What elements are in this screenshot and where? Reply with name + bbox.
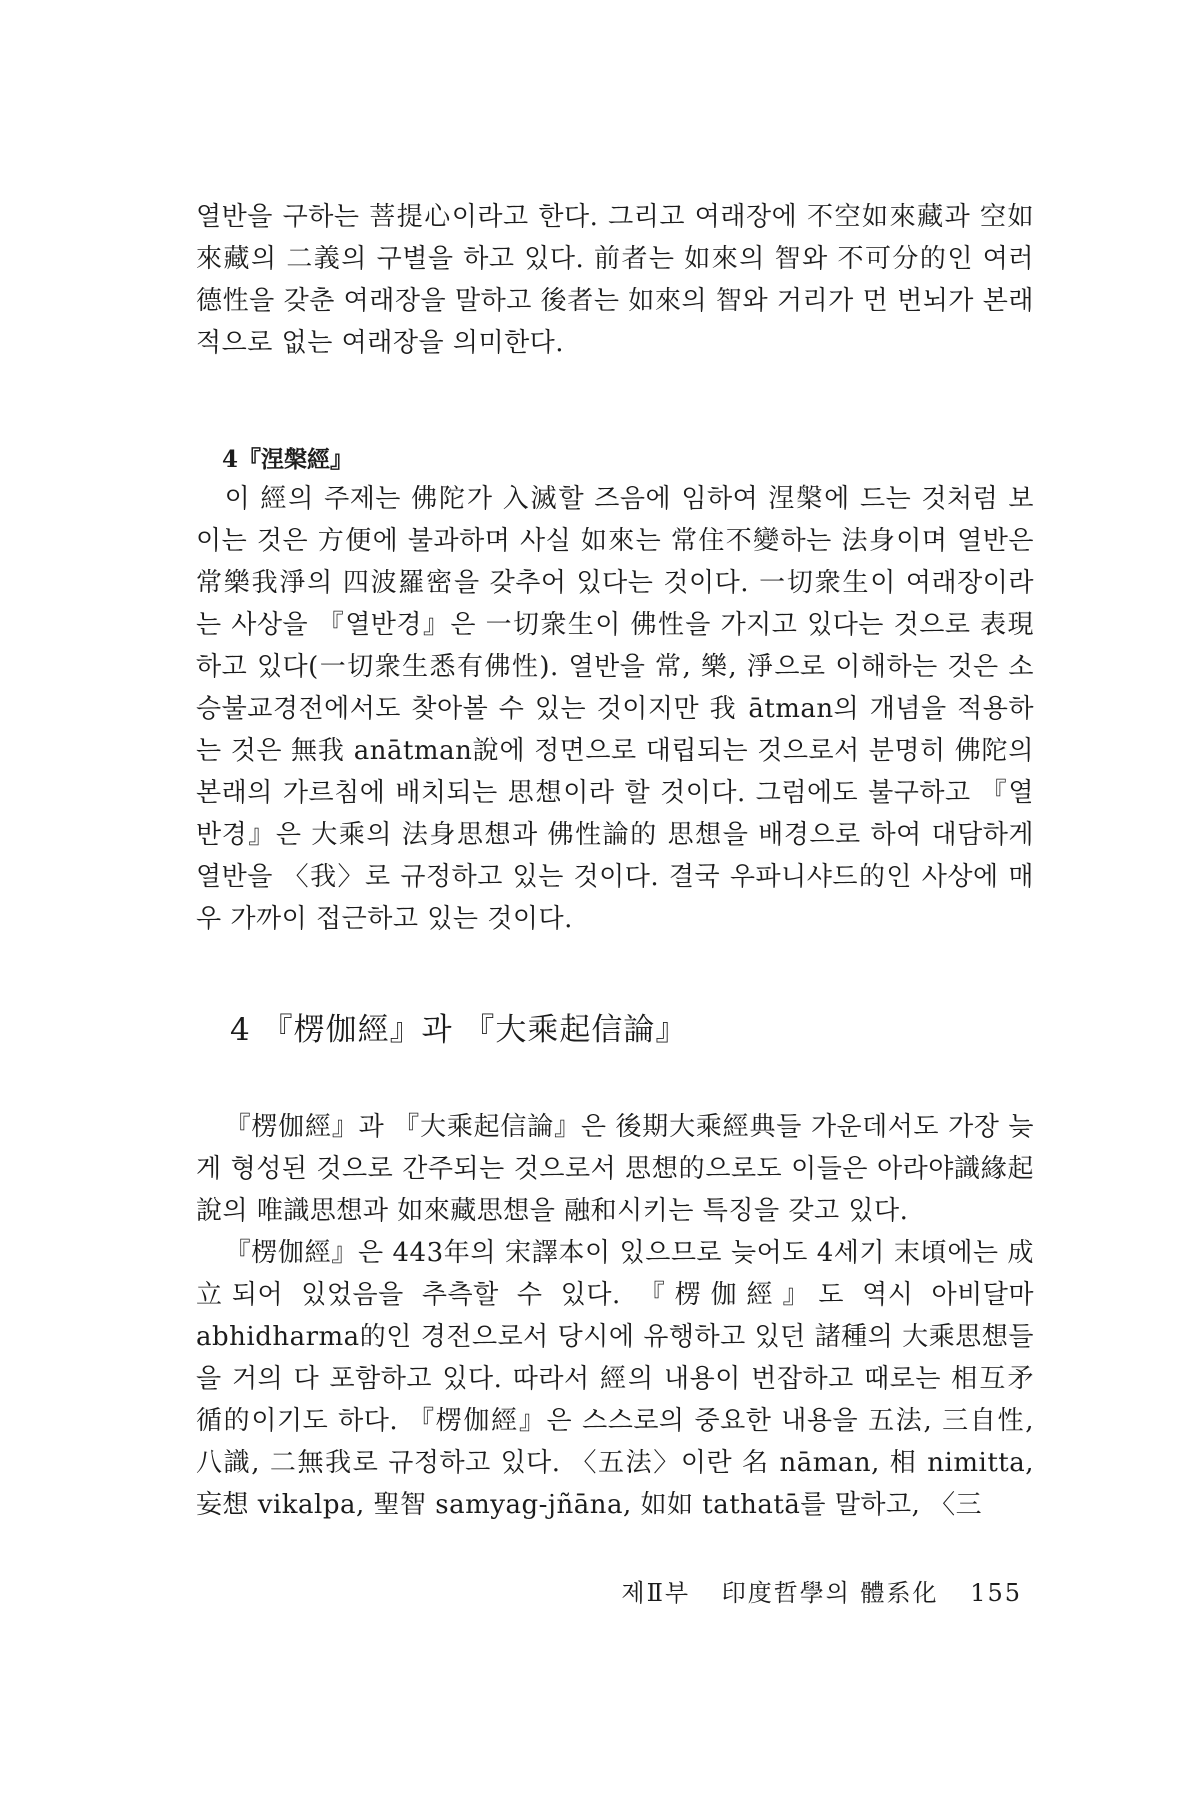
- subsection-text-block: [196, 478, 1034, 940]
- top-paragraph: 열반을 구하는 菩提心이라고 한다. 그리고 여래장에 不空如來藏과 空如來藏의 二義의 구별을 하고 있다. 前者는 如來의 智와 不可分的인 여러 德性을 갖춘 여래장을 말하고 後者는 如來의 智와 거리가 먼 번뇌가 본래적으로 없는 여래장을 의미한다.: [196, 202, 1034, 358]
- section-heading: 4 『楞伽經』과 『大乘起信論』: [230, 1012, 688, 1048]
- top-text-block: [196, 196, 1034, 364]
- subsection-paragraph: 이 經의 주제는 佛陀가 入滅할 즈음에 임하여 涅槃에 드는 것처럼 보이는 것은 方便에 불과하며 사실 如來는 常住不變하는 法身이며 열반은 常樂我淨의 四波羅密을 갖추어 있다는 것이다. 一切衆生이 여래장이라는 사상을 『열반경』은 一切衆生이 佛性을 가지고 있다는 것으로 表現하고 있다(一切衆生悉有佛性). 열반을 常, 樂, 淨으로 이해하는 것은 소승불교경전에서도 찾아볼 수 있는 것이지만 我 ātman의 개념을 적용하는 것은 無我 anātman說에 정면으로 대립되는 것으로서 분명히 佛陀의 본래의 가르침에 배치되는 思想이라 할 것이다. 그럼에도 불구하고 『열반경』은 大乘의 法身思想과 佛性論的 思想을 배경으로 하여 대담하게 열반을 〈我〉로 규정하고 있는 것이다. 결국 우파니샤드的인 사상에 매우 가까이 접근하고 있는 것이다.: [196, 484, 1034, 934]
- subsection-heading: 4『涅槃經』: [222, 446, 354, 473]
- section-text-block: [196, 1106, 1034, 1526]
- footer-title: 印度哲學의 體系化: [721, 1579, 939, 1607]
- section-paragraph: 『楞伽經』과 『大乘起信論』은 後期大乘經典들 가운데서도 가장 늦게 형성된 것으로 간주되는 것으로서 思想的으로도 이들은 아라야識緣起說의 唯識思想과 如來藏思想을 融和시키는 특징을 갖고 있다.: [196, 1112, 1034, 1226]
- section-paragraph: 『楞伽經』은 443年의 宋譯本이 있으므로 늦어도 4세기 末頃에는 成立되어 있었음을 추측할 수 있다. 『楞伽經』도 역시 아비달마 abhidharma的인 경전으로서 당시에 유행하고 있던 諸種의 大乘思想들을 거의 다 포함하고 있다. 따라서 經의 내용이 번잡하고 때로는 相互矛循的이기도 하다. 『楞伽經』은 스스로의 중요한 내용을 五法, 三自性, 八識, 二無我로 규정하고 있다. 〈五法〉이란 名 nāman, 相 nimitta, 妄想 vikalpa, 聖智 samyag-jñāna, 如如 tathatā를 말하고, 〈三: [196, 1238, 1034, 1520]
- page-footer: [599, 1573, 1022, 1608]
- page-number: 155: [970, 1579, 1022, 1607]
- footer-part: 제Ⅱ부: [621, 1579, 691, 1607]
